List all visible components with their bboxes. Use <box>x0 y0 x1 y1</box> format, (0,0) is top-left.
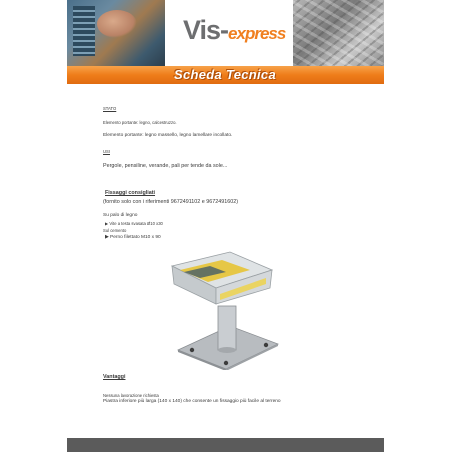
product-photo <box>170 248 280 370</box>
su-palo-item-text: Vite a testa svasata Ø10 x30 <box>109 221 163 226</box>
su-palo-item <box>105 221 163 226</box>
usi-label: USI <box>103 149 110 154</box>
brand-logo <box>183 15 285 46</box>
logo-main: Vis- <box>183 15 229 45</box>
hand-shape <box>97 10 137 38</box>
vantaggi-item-2: Piastra inferiore più larga (140 x 140) che consente un fissaggio più facile al terreno <box>103 399 281 404</box>
vantaggi-item-1: Nessuna lavorazione richiesta <box>103 393 159 398</box>
datasheet-page <box>67 0 384 452</box>
elemento-portante-1: Elemento portante: legno, calcestruzzo. <box>103 120 177 125</box>
elemento-portante-2: Elemento portante: legno massello, legno lamellare incollato. <box>103 133 233 138</box>
title-bar <box>67 66 384 84</box>
usi-text: Pergole, pensiline, verande, pali per tende da sole... <box>103 163 228 169</box>
triangle-bullet-icon: ▶ <box>105 235 111 240</box>
su-cemento-item-text: Perno filettato M10 x 90 <box>110 235 161 240</box>
footer-bar <box>67 438 384 452</box>
fissaggi-note: (fornito solo con i riferimenti 9672491102 e 9672491602) <box>103 199 239 205</box>
header-banner <box>67 0 384 66</box>
screws-photo <box>293 0 384 66</box>
su-palo-label: Su palo di legno <box>103 213 138 218</box>
page-title: Scheda Tecnica <box>174 67 276 82</box>
su-cemento-item <box>105 235 161 240</box>
su-cemento-label: Sul cemento <box>103 228 127 233</box>
logo-accent: express <box>228 24 286 43</box>
triangle-bullet-icon: ▶ <box>105 221 110 226</box>
tools-photo <box>67 0 165 66</box>
tool-panel <box>73 6 95 56</box>
fissaggi-title: Fissaggi consigliati <box>105 190 156 196</box>
stato-label: STATO <box>103 106 117 111</box>
vantaggi-title: Vantaggi <box>103 374 126 380</box>
